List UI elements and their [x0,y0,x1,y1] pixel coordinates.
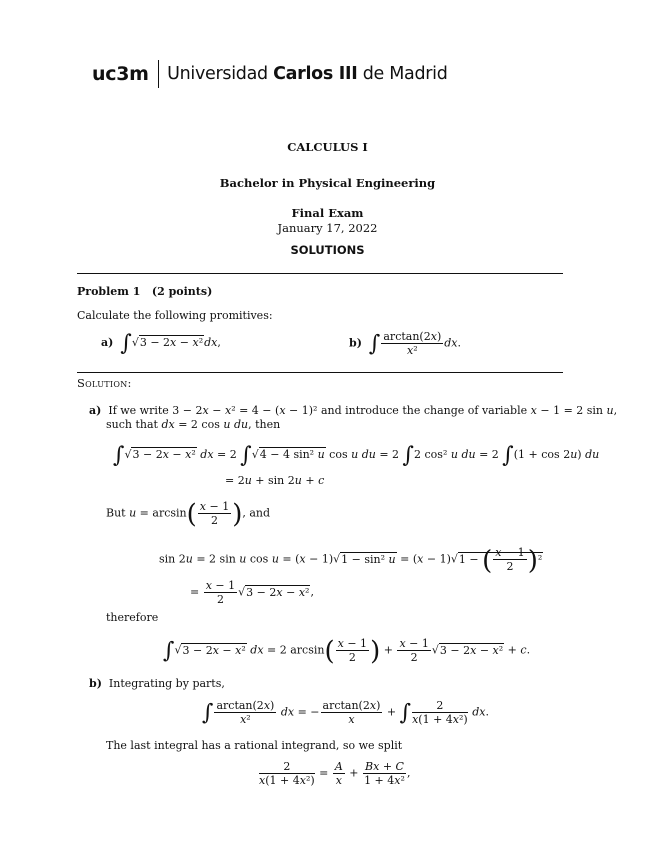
solution-b-label: b) [89,677,102,690]
solution-b-intro [89,677,225,691]
solution-a-line1: a) If we write 3 − 2x − x² = 4 − (x − 1)² and introduce the change of variable x − 1 = 2 sin u, [89,404,618,417]
equation-sin2u: sin 2u = 2 sin u cos u = (x − 1)√1 − sin² u = (x − 1)√1 − ( $\frac{x - 1}{2}$ )² [159,545,543,576]
logo-divider [158,60,160,88]
middle-rule [77,372,563,373]
problem-number: Problem 1 [77,285,141,298]
top-rule [77,273,563,274]
equation-a-result: = 2u + sin 2u + c [225,474,325,487]
course-title: CALCULUS I [287,140,368,154]
equation-a-substitution: ∫√3 − 2x − x² dx = 2 ∫√4 − 4 sin² u cos u du = 2 ∫2 cos² u du = 2 ∫(1 + cos 2u) du [113,443,600,468]
solution-heading: Solution: [77,376,132,390]
logo-name-tail: de Madrid [357,64,448,84]
logo-mark: uc3m [92,63,149,85]
equation-u-value: But u = arcsin( $\frac{x - 1}{2}$ ), and [106,499,271,530]
problem-points: (2 points) [151,285,213,298]
problem-statement: Calculate the following promitives: [77,309,273,322]
equation-sin2u-result: = $\frac{x - 1}{2}$ √3 − 2x − x², [190,579,314,606]
logo-name [167,64,447,84]
text-integrating-by-parts: Integrating by parts, [108,677,225,690]
university-logo [92,60,448,88]
exam-title: Final Exam [291,206,364,220]
exam-date: January 17, 2022 [277,221,378,235]
problem-heading [77,285,212,299]
equation-partial-fractions: $\frac{2}{\text{x(1 + 4x²)}}$ = $\frac{A}{x}$ + $\frac{Bx + C}{\text{1 + 4x²}}$ , [259,760,411,787]
solution-a-line2: such that dx = 2 cos u du, then [106,418,281,431]
equation-b-parts: ∫ $\frac{\arctan(2x)}{\text{x²}}$ dx = − $\frac{\arctan(2x)}{x}$ + ∫ $\frac{2}{\text{x(1 + 4x²)}}$ dx. [202,699,489,726]
text-such-that: such that [106,418,158,431]
text-if-we-write: If we write [108,404,169,417]
part-b-integral: b) ∫ $\frac{\arctan(2x)}{\text{x²}}$ dx. [349,330,461,357]
text-change-variable: and introduce the change of variable [320,404,528,417]
part-a-label: a) [101,336,114,349]
solution-a-label: a) [89,404,102,417]
equation-a-final: ∫√3 − 2x − x² dx = 2 arcsin( $\frac{x - 1}{2}$ ) + $\frac{x - 1}{2}$ √3 − 2x − x² + c. [163,636,531,667]
part-a-integral: a) ∫√3 − 2x − x²dx, [101,331,221,356]
text-but: But [106,506,126,520]
text-rational-split: The last integral has a rational integrand, so we split [106,739,403,752]
degree-title: Bachelor in Physical Engineering [219,176,436,190]
part-b-label: b) [349,336,362,350]
text-then: , then [248,418,281,431]
logo-name-bold: Carlos III [273,64,358,84]
solutions-label: SOLUTIONS [290,243,365,257]
logo-name-regular: Universidad [167,64,274,84]
text-therefore: therefore [106,611,159,624]
text-and: , and [242,506,271,520]
